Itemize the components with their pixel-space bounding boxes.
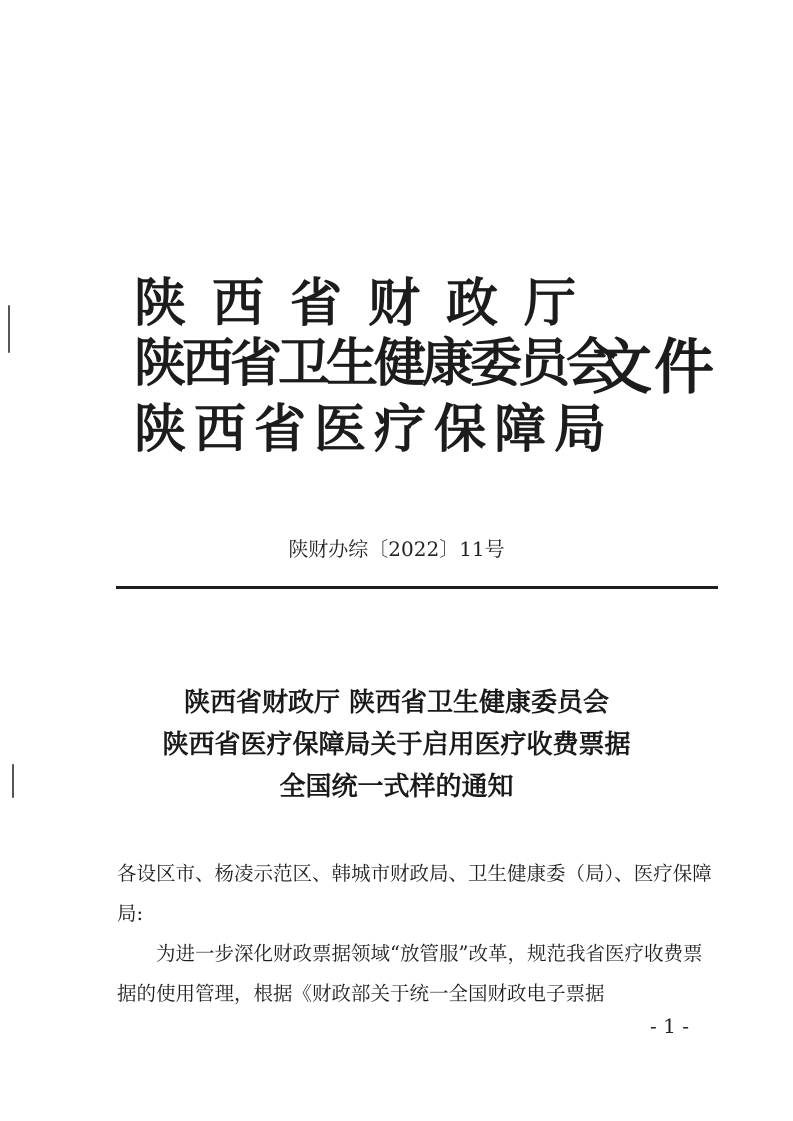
body-paragraph: 为进一步深化财政票据领域“放管服”改革，规范我省医疗收费票据的使用管理，根据《财政部关于统一全国财政电子票据 bbox=[117, 942, 703, 1005]
page-number: - 1 - bbox=[650, 1014, 689, 1038]
header-separator-line bbox=[116, 586, 718, 589]
document-title bbox=[0, 682, 793, 808]
issuer-medical-security-bureau: 陕西省医疗保障局 bbox=[134, 399, 615, 460]
scan-edge-mark bbox=[8, 305, 10, 353]
document-number: 陕财办综〔2022〕11号 bbox=[288, 537, 505, 561]
title-line: 陕西省医疗保障局关于启用医疗收费票据 bbox=[162, 730, 631, 760]
file-label: 文件 bbox=[592, 333, 716, 403]
addressee: 各设区市、杨凌示范区、韩城市财政局、卫生健康委（局）、医疗保障局: bbox=[117, 862, 712, 925]
issuer-health-commission: 陕西省卫生健康委员会 bbox=[134, 333, 615, 394]
title-line: 全国统一式样的通知 bbox=[279, 772, 514, 802]
issuer-finance-department: 陕西省财政厅 bbox=[134, 273, 603, 334]
document-body bbox=[117, 854, 717, 1014]
title-line: 陕西省财政厅 陕西省卫生健康委员会 bbox=[183, 688, 610, 718]
